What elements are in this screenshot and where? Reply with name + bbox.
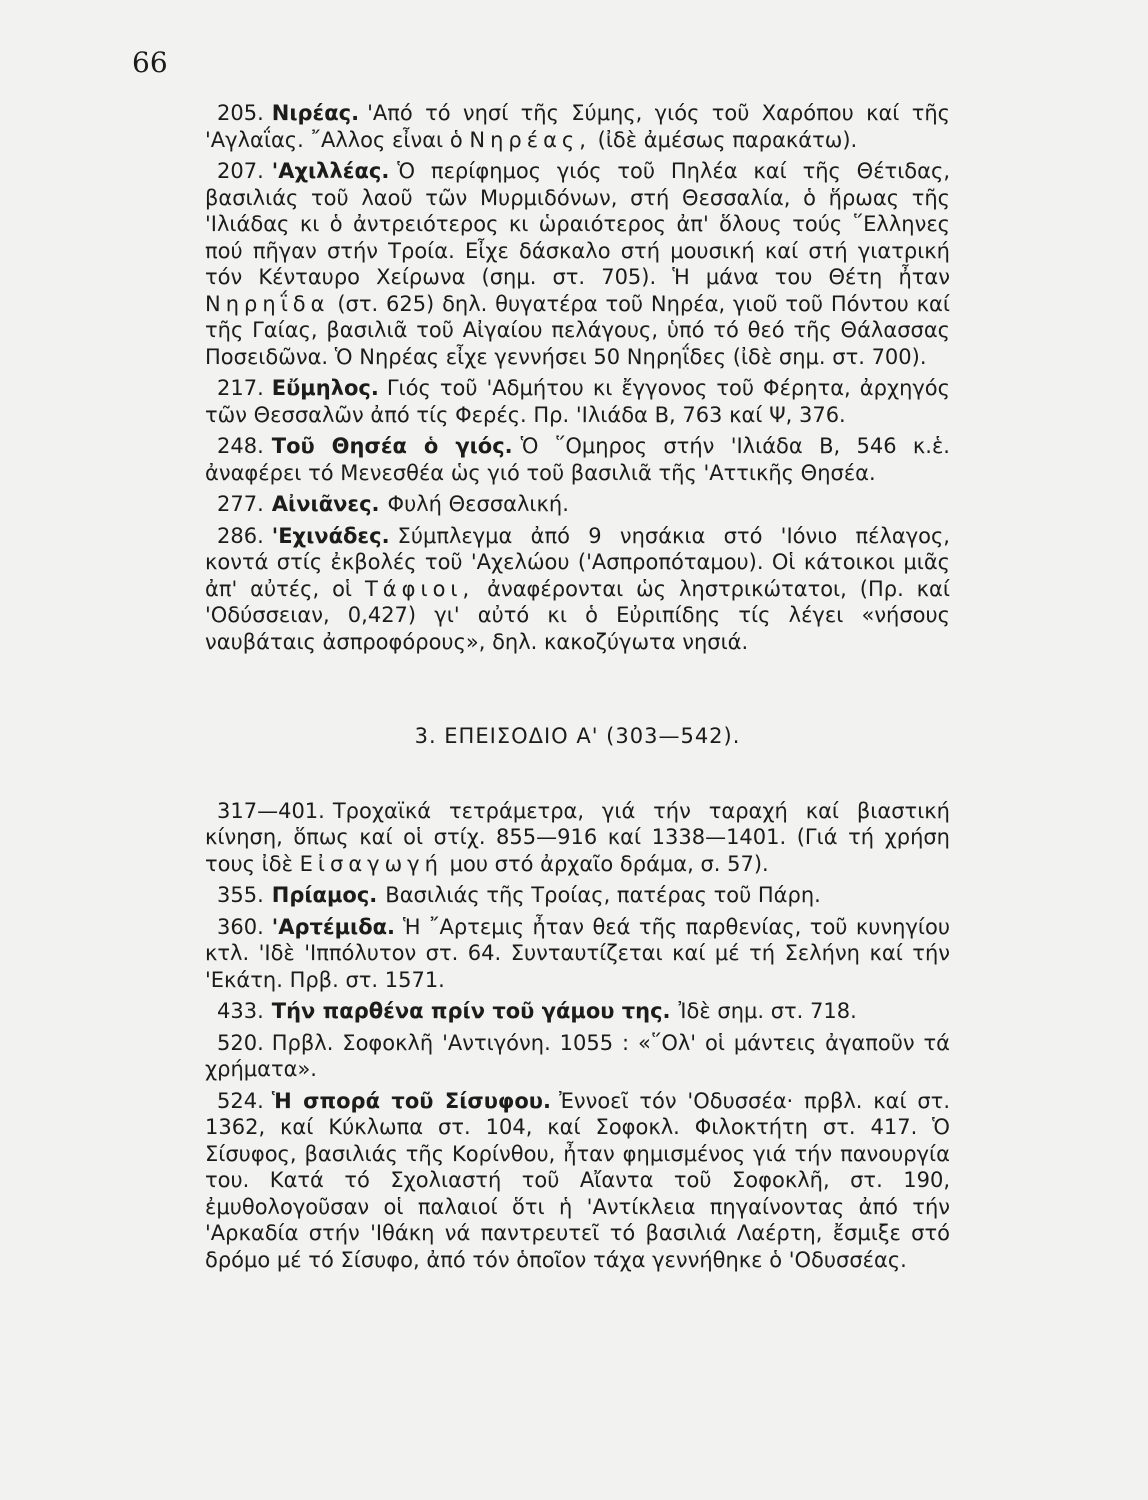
- note-spaced-term: Νηρέας,: [469, 127, 591, 152]
- notes-list-before: [205, 100, 950, 655]
- note-text-cont: ἀναφέρονται ὡς ληστρικώτατοι, (Πρ. καί 'Οδύσσειαν, 0,427) γι' αὐτό κι ὁ Εὐριπίδης τίς λέγει «νήσους ναυβάταις ἀσπροφόρους», δηλ. κακοζύγωτα νησιά.: [205, 576, 950, 654]
- note-text: Φυλή Θεσσαλική.: [387, 492, 569, 516]
- note-entry: [205, 433, 950, 486]
- note-number: 433.: [217, 999, 264, 1023]
- note-headword: Ἡ σπορά τοῦ Σίσυφου.: [271, 1088, 551, 1113]
- note-number: 520.: [217, 1030, 264, 1055]
- note-text: Σύμπλεγμα ἀπό 9 νησάκια στό 'Ιόνιο πέλαγος, κοντά στίς ἐκβολές τοῦ 'Αχελώου ('Ασπροπόταμου). Οἱ κάτοικοι μιᾶς ἀπ' αὐτές, οἱ: [205, 523, 950, 601]
- note-headword: Εὔμηλος.: [271, 376, 379, 400]
- note-headword: 'Αρτέμιδα.: [271, 914, 396, 939]
- note-entry: [205, 375, 950, 428]
- note-number: 317—401.: [217, 798, 325, 823]
- note-entry: [205, 491, 950, 518]
- note-number: 205.: [217, 101, 264, 125]
- note-spaced-term: Τάφιοι,: [364, 576, 475, 601]
- note-entry: [205, 1030, 950, 1083]
- note-spaced-term: Νηρηΐδα: [205, 291, 330, 316]
- note-headword: Αἰνιᾶνες.: [271, 492, 380, 516]
- note-entry: [205, 158, 950, 370]
- note-text-cont: μου στό ἀρχαῖο δράμα, σ. 57).: [449, 851, 769, 876]
- note-number: 217.: [217, 376, 264, 400]
- note-number: 524.: [217, 1088, 264, 1113]
- note-entry: [205, 100, 950, 153]
- note-text: Ἰδὲ σημ. στ. 718.: [678, 999, 857, 1023]
- note-text-cont: (ἰδὲ ἀμέσως παρακάτω).: [597, 127, 858, 152]
- note-headword: Νιρέας.: [271, 101, 360, 125]
- note-text: Γιός τοῦ 'Αδμήτου κι ἔγγονος τοῦ Φέρητα, ἀρχηγός τῶν Θεσσαλῶν ἀπό τίς Φερές. Πρ. 'Ιλιάδα Β, 763 καί Ψ, 376.: [205, 376, 950, 427]
- note-entry: [205, 914, 950, 994]
- note-text-cont: (στ. 625) δηλ. θυγατέρα τοῦ Νηρέα, γιοῦ τοῦ Πόντου καί τῆς Γαίας, βασιλιᾶ τοῦ Αἰγαίου πελάγους, ὑπό τό θεό τῆς Θάλασσας Ποσειδῶνα. Ὁ Νηρέας εἶχε γεννήσει 50 Νηρηΐδες (ἰδὲ σημ. στ. 700).: [205, 291, 950, 369]
- note-entry: [205, 882, 950, 909]
- note-number: 248.: [217, 434, 264, 458]
- note-text: Ἡ ῎Αρτεμις ἦταν θεά τῆς παρθενίας, τοῦ κυνηγίου κτλ. 'Ιδὲ 'Ιππόλυτον στ. 64. Συνταυτίζεται καί μέ τή Σελήνη καί τήν 'Εκάτη. Πρβ. στ. 1571.: [205, 914, 950, 992]
- note-number: 207.: [217, 159, 264, 183]
- notes-list-after: [205, 798, 950, 1274]
- note-entry: [205, 998, 950, 1025]
- note-entry: [205, 798, 950, 878]
- section-title: 3. ΕΠΕΙΣΟΔΙΟ Α' (303—542).: [414, 724, 741, 748]
- page-number: 66: [132, 46, 168, 79]
- note-text: 'Από τό νησί τῆς Σύμης, γιός τοῦ Χαρόπου καί τῆς 'Αγλαΐας. ῎Αλλος εἶναι ὁ: [205, 101, 950, 152]
- note-headword: 'Αχιλλέας.: [271, 159, 390, 183]
- note-number: 286.: [217, 523, 264, 548]
- note-number: 277.: [217, 492, 264, 516]
- note-entry: [205, 523, 950, 656]
- note-headword: 'Εχινάδες.: [271, 523, 390, 548]
- notes-body: [205, 100, 950, 1278]
- note-number: 355.: [217, 883, 264, 907]
- note-text: Ὁ περίφημος γιός τοῦ Πηλέα καί τῆς Θέτιδας, βασιλιάς τοῦ λαοῦ τῶν Μυρμιδόνων, στή Θεσσαλία, ὁ ἥρωας τῆς 'Ιλιάδας κι ὁ ἀντρειότερος κι ὡραιότερος ἀπ' ὅλους τούς ῞Ελληνες πού πῆγαν στήν Τροία. Εἶχε δάσκαλο στή μουσική καί στή γιατρική τόν Κένταυρο Χείρωνα (σημ. στ. 705). Ἡ μάνα του Θέτη ἦταν: [205, 159, 950, 289]
- note-headword: Πρίαμος.: [271, 883, 378, 907]
- note-spaced-term: Εἰσαγωγή: [299, 851, 443, 876]
- note-headword: Τοῦ Θησέα ὁ γιός.: [271, 434, 513, 458]
- note-text: Πρβλ. Σοφοκλῆ 'Αντιγόνη. 1055 : «῞Ολ' οἱ μάντεις ἀγαποῦν τά χρήματα».: [205, 1030, 950, 1081]
- note-headword: Τήν παρθένα πρίν τοῦ γάμου της.: [271, 999, 671, 1023]
- note-text: Τροχαϊκά τετράμετρα, γιά τήν ταραχή καί βιαστική κίνηση, ὅπως καί οἱ στίχ. 855—916 καί 1338—1401. (Γιά τή χρήση τους ἰδὲ: [205, 798, 950, 876]
- note-number: 360.: [217, 914, 264, 939]
- note-text: Ἐννοεῖ τόν 'Οδυσσέα· πρβλ. καί στ. 1362, καί Κύκλωπα στ. 104, καί Σοφοκλ. Φιλοκτήτη στ. 417. Ὁ Σίσυφος, βασιλιάς τῆς Κορίνθου, ἦταν φημισμένος γιά τήν πανουργία του. Κατά τό Σχολιαστή τοῦ Αἴαντα τοῦ Σοφοκλῆ, στ. 190, ἐμυθολογοῦσαν οἱ παλαιοί ὅτι ἡ 'Αντίκλεια πηγαίνοντας ἀπό τήν 'Αρκαδία στήν 'Ιθάκη νά παντρευτεῖ τό βασιλιά Λαέρτη, ἔσμιξε στό δρόμο μέ τό Σίσυφο, ἀπό τόν ὁποῖον τάχα γεννήθηκε ὁ 'Οδυσσέας.: [205, 1088, 950, 1272]
- note-text: Ὁ ῞Ομηρος στήν 'Ιλιάδα Β, 546 κ.ἑ. ἀναφέρει τό Μενεσθέα ὡς γιό τοῦ βασιλιᾶ τῆς 'Αττικῆς Θησέα.: [205, 434, 950, 485]
- note-text: Βασιλιάς τῆς Τροίας, πατέρας τοῦ Πάρη.: [385, 883, 821, 907]
- note-entry: [205, 1088, 950, 1274]
